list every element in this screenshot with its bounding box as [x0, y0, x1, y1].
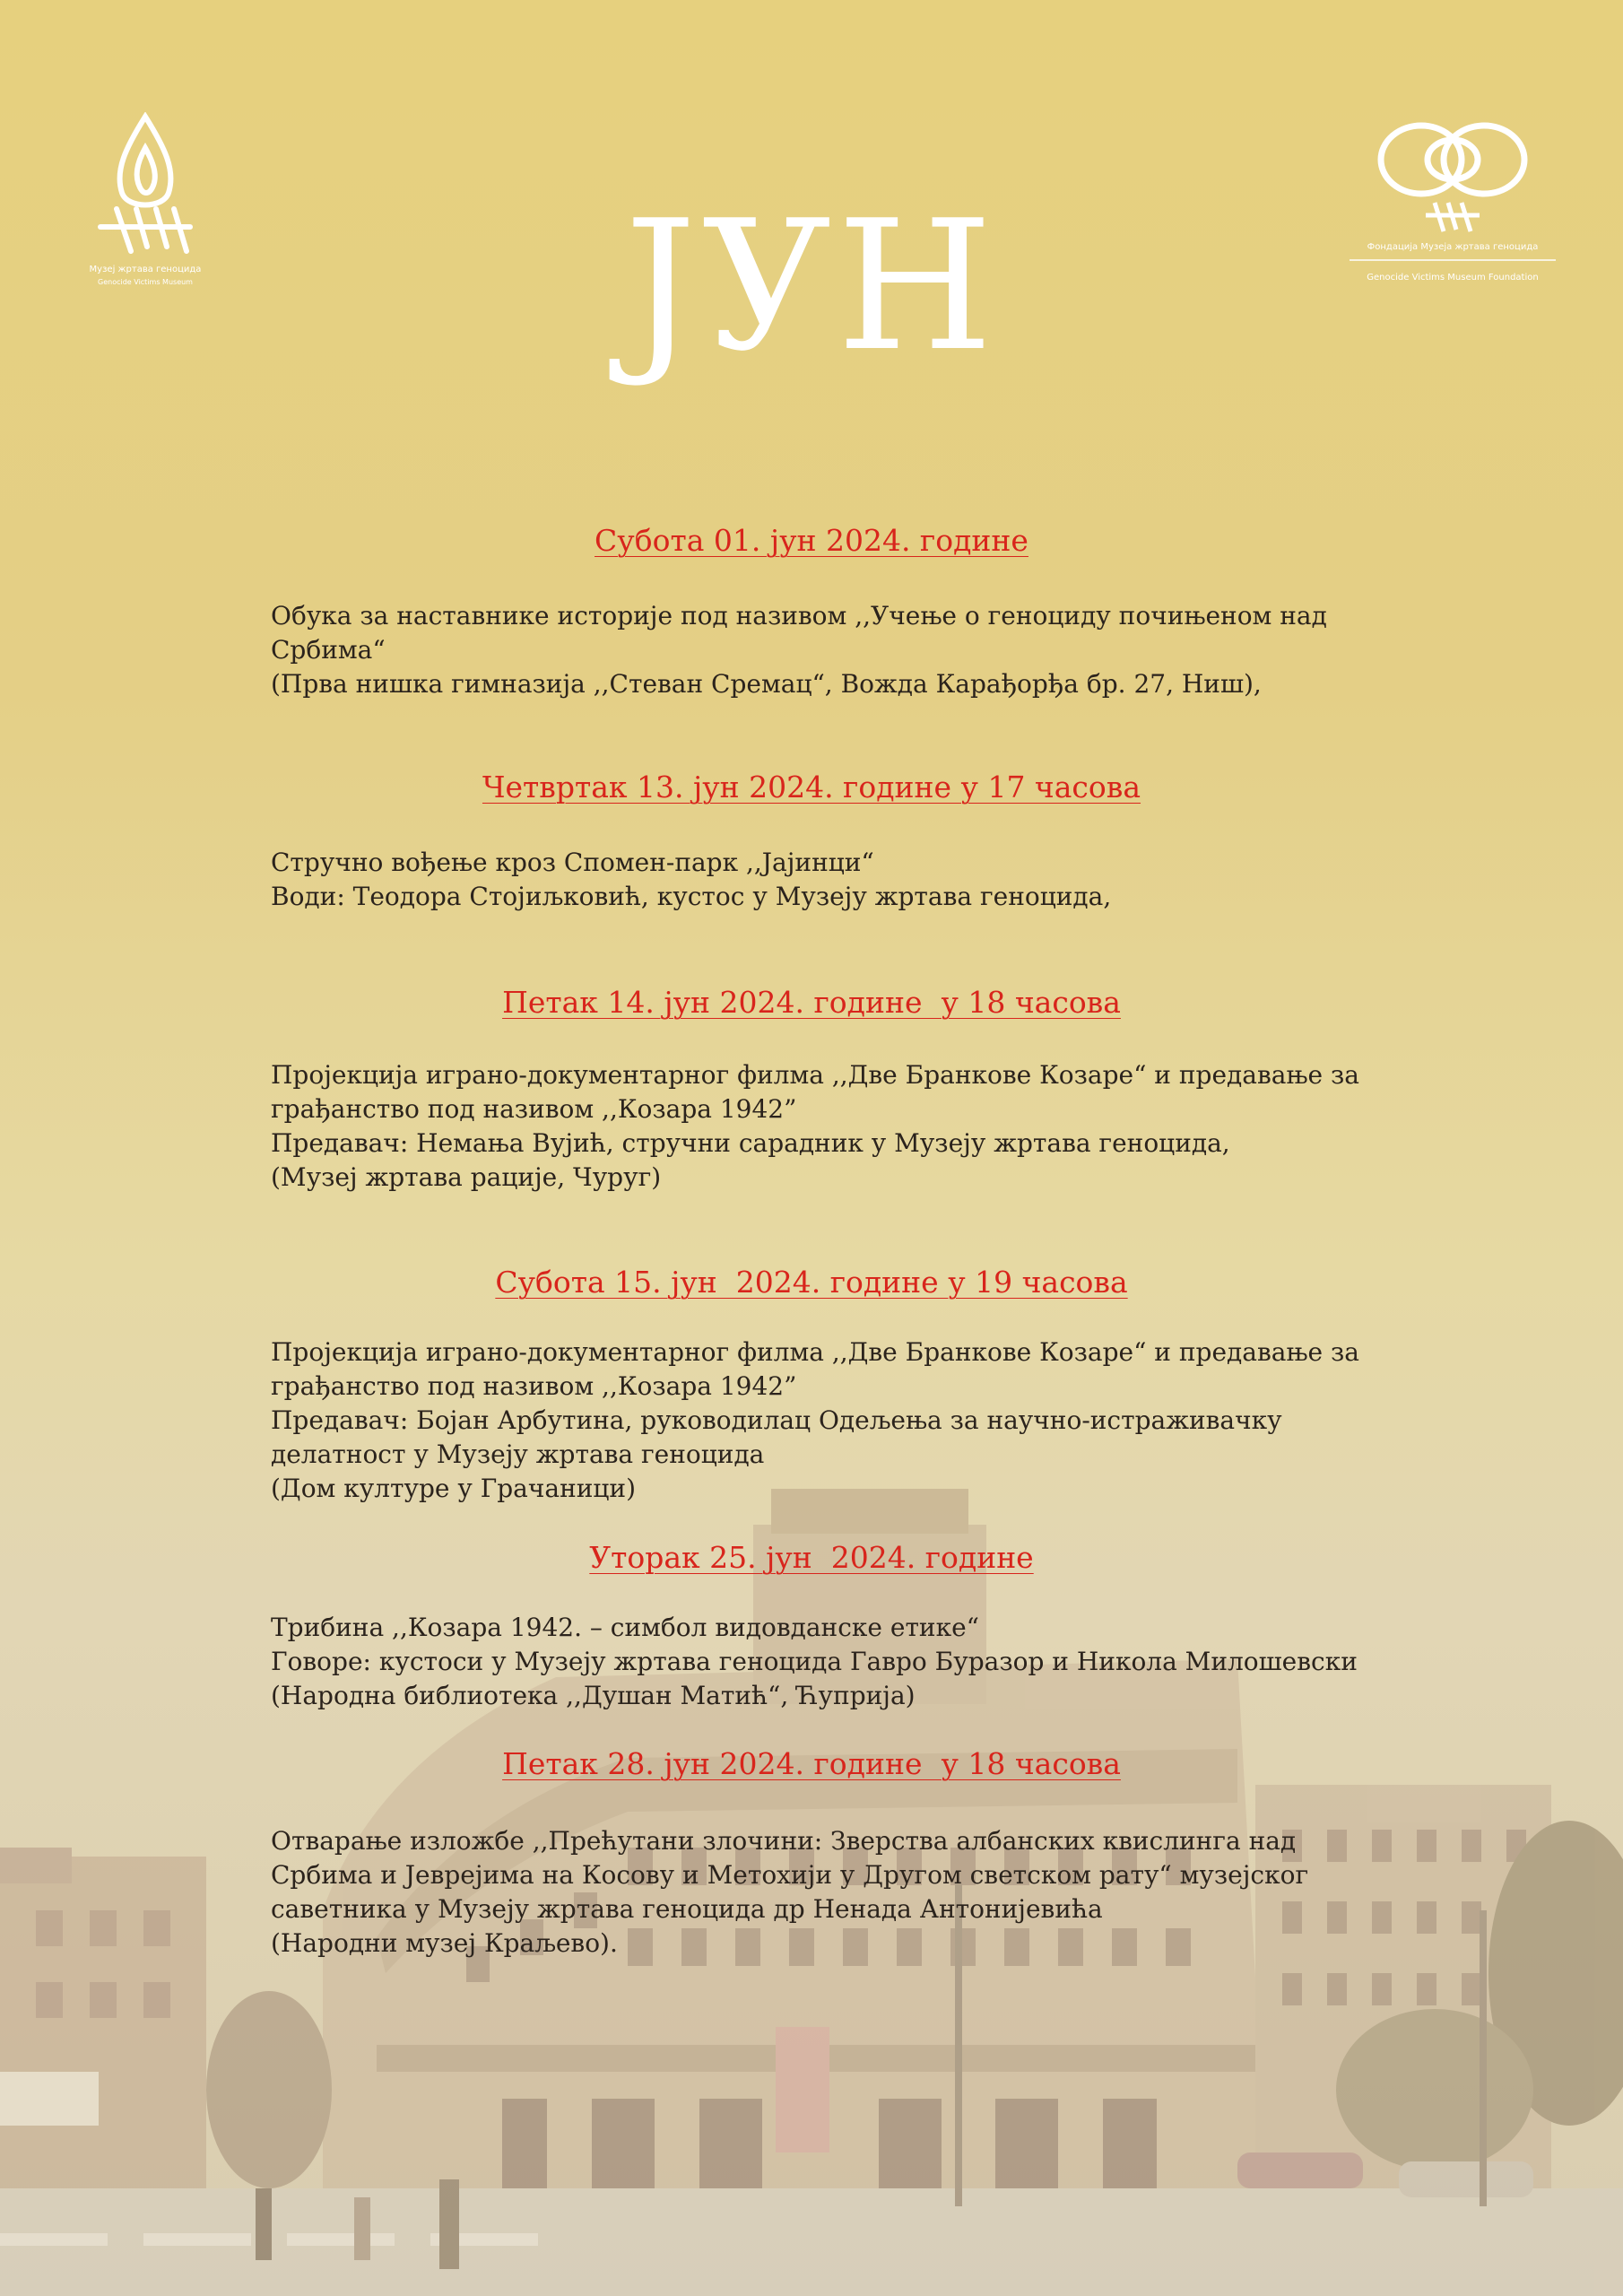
event-description [271, 1611, 1392, 1713]
event-line: (Народна библиотека ,,Душан Матић“, Ћуприја) [271, 1681, 916, 1710]
foundation-logo-name-en: Genocide Victims Museum Foundation [1367, 273, 1539, 283]
museum-logo-name-en: Genocide Victims Museum [98, 278, 193, 286]
foundation-logo-name: Фондација Музеја жртава геноцида [1367, 242, 1539, 252]
museum-logo-name: Музеј жртава геноцида [90, 265, 202, 274]
event-line: Говоре: кустоси у Музеју жртава геноцида Гавро Буразор и Никола Милошевски [271, 1647, 1358, 1676]
event-line: Обука за наставнике историје под називом ,,Учење о геноциду почињеном над [271, 601, 1327, 631]
event-line: Отварање изложбе ,,Прећутани злочини: Зверства албанских квислинга над [271, 1826, 1297, 1856]
event-line: Води: Теодора Стојиљковић, кустос у Музеју жртава геноцида, [271, 882, 1112, 911]
event-date: Четвртак 13. јун 2024. године у 17 часова [482, 770, 1141, 804]
event-description [271, 1058, 1392, 1195]
event-description [271, 1824, 1392, 1961]
event-line: саветника у Музеју жртава геноцида др Ненада Антонијевића [271, 1894, 1103, 1924]
event-line: Предавач: Немања Вујић, стручни сарадник у Музеју жртава геноцида, [271, 1128, 1230, 1158]
event-description [271, 1335, 1392, 1506]
event-line: (Прва нишка гимназија ,,Стеван Сремац“, Вожда Карађорђа бр. 27, Ниш), [271, 669, 1262, 699]
event-description [271, 846, 1392, 914]
event-line: Трибина ,,Козара 1942. – симбол видовданске етике“ [271, 1613, 979, 1642]
event-date: Петак 14. јун 2024. године у 18 часова [502, 985, 1121, 1020]
event-line: Стручно вођење кроз Спомен-парк ,,Јајинци“ [271, 848, 874, 877]
event-line: делатност у Музеју жртава геноцида [271, 1439, 765, 1469]
event-date: Субота 15. јун 2024. године у 19 часова [495, 1265, 1128, 1300]
event-line: грађанство под називом ,,Козара 1942” [271, 1371, 797, 1401]
event-line: (Дом културе у Грачаници) [271, 1474, 636, 1503]
event-date: Уторак 25. јун 2024. године [589, 1540, 1034, 1575]
event-line: Пројекција играно-документарног филма ,,Две Бранкове Козаре“ и предавање за [271, 1060, 1359, 1090]
event-description [271, 599, 1392, 701]
event-date: Петак 28. јун 2024. године у 18 часова [502, 1746, 1121, 1781]
event-date: Субота 01. јун 2024. године [595, 523, 1028, 558]
event-line: Србима“ [271, 635, 386, 665]
event-line: Пројекција играно-документарног филма ,,Две Бранкове Козаре“ и предавање за [271, 1337, 1359, 1367]
event-line: (Народни музеј Краљево). [271, 1928, 618, 1958]
page-title: ЈУН [624, 182, 999, 391]
event-line: грађанство под називом ,,Козара 1942” [271, 1094, 797, 1124]
event-line: Србима и Јеврејима на Косову и Метохији у Другом светском рату“ музејског [271, 1860, 1309, 1890]
event-line: Предавач: Бојан Арбутина, руководилац Одељења за научно-истраживачку [271, 1405, 1282, 1435]
event-line: (Музеј жртава рације, Чуруг) [271, 1162, 662, 1192]
